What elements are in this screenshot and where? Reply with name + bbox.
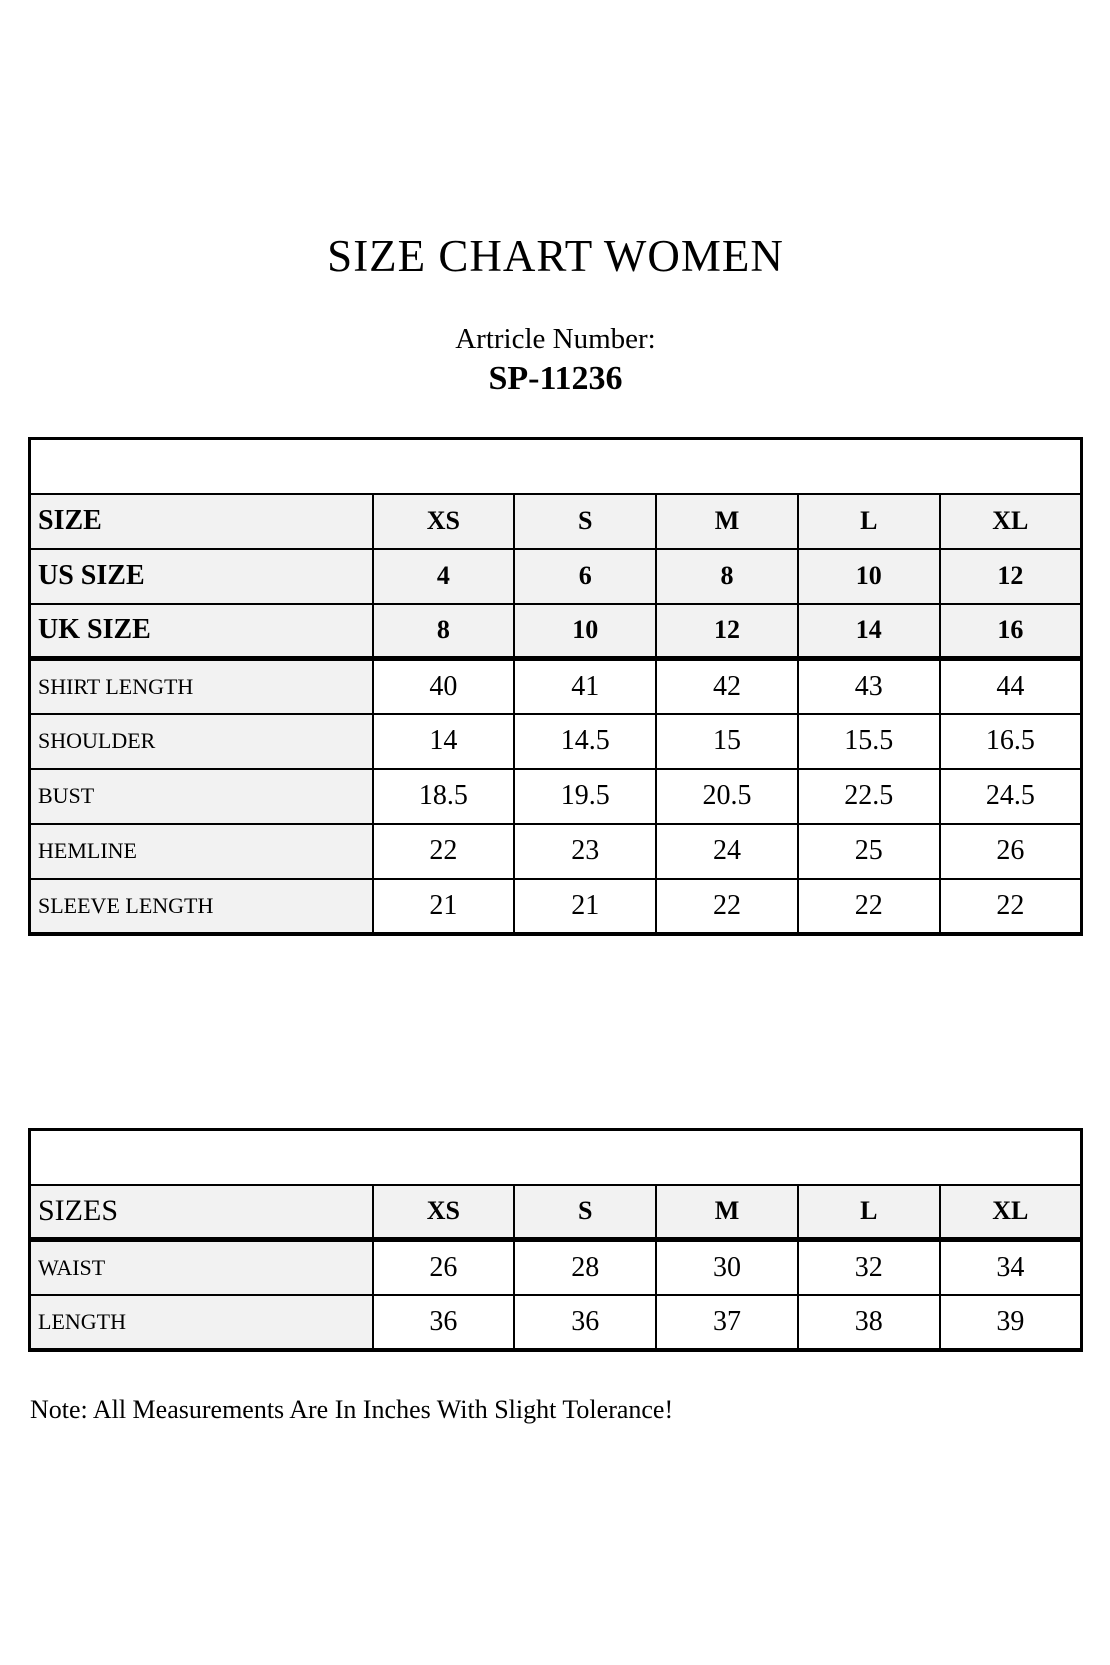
- value-cell: 26: [940, 824, 1082, 879]
- column-header: M: [656, 1185, 798, 1240]
- value-cell: 8: [373, 604, 515, 659]
- value-cell: 22: [940, 879, 1082, 934]
- value-cell: 15.5: [798, 714, 940, 769]
- value-cell: 4: [373, 549, 515, 604]
- value-cell: 39: [940, 1295, 1082, 1350]
- value-cell: 14: [373, 714, 515, 769]
- shirt-header-row: [30, 494, 1082, 549]
- value-cell: 22.5: [798, 769, 940, 824]
- column-header: XL: [940, 494, 1082, 549]
- page-title: SIZE CHART WOMEN: [327, 231, 784, 281]
- row-label-cell: SHIRT LENGTH: [30, 659, 373, 714]
- value-cell: 20.5: [656, 769, 798, 824]
- value-cell: 37: [656, 1295, 798, 1350]
- column-header: S: [514, 1185, 656, 1240]
- column-header: L: [798, 494, 940, 549]
- note-text: Note: All Measurements Are In Inches With Slight Tolerance!: [30, 1395, 674, 1424]
- value-cell: 18.5: [373, 769, 515, 824]
- value-cell: 30: [656, 1240, 798, 1295]
- shirt-table-title: SHIRT: [30, 439, 1082, 494]
- table-row-length: [30, 1295, 1082, 1350]
- value-cell: 32: [798, 1240, 940, 1295]
- table-row-shoulder: [30, 714, 1082, 769]
- table-row-waist: [30, 1240, 1082, 1295]
- row-label-cell: UK SIZE: [30, 604, 373, 659]
- value-cell: 16.5: [940, 714, 1082, 769]
- table-row-hemline: [30, 824, 1082, 879]
- row-label-cell: LENGTH: [30, 1295, 373, 1350]
- column-header: M: [656, 494, 798, 549]
- column-header: L: [798, 1185, 940, 1240]
- value-cell: 38: [798, 1295, 940, 1350]
- row-label-cell: US SIZE: [30, 549, 373, 604]
- column-header: S: [514, 494, 656, 549]
- value-cell: 34: [940, 1240, 1082, 1295]
- value-cell: 23: [514, 824, 656, 879]
- trouser-banner-row: [30, 1130, 1082, 1185]
- value-cell: 10: [514, 604, 656, 659]
- trouser-size-table: [28, 1128, 1083, 1352]
- value-cell: 43: [798, 659, 940, 714]
- trouser-header-row: [30, 1185, 1082, 1240]
- value-cell: 22: [798, 879, 940, 934]
- value-cell: 24.5: [940, 769, 1082, 824]
- value-cell: 22: [373, 824, 515, 879]
- column-header: XL: [940, 1185, 1082, 1240]
- value-cell: 26: [373, 1240, 515, 1295]
- value-cell: 19.5: [514, 769, 656, 824]
- row-label-cell: WAIST: [30, 1240, 373, 1295]
- table-row-bust: [30, 769, 1082, 824]
- value-cell: 8: [656, 549, 798, 604]
- row-label-cell: HEMLINE: [30, 824, 373, 879]
- value-cell: 14.5: [514, 714, 656, 769]
- value-cell: 12: [940, 549, 1082, 604]
- value-cell: 14: [798, 604, 940, 659]
- value-cell: 16: [940, 604, 1082, 659]
- value-cell: 41: [514, 659, 656, 714]
- value-cell: 42: [656, 659, 798, 714]
- shirt-size-table: [28, 437, 1083, 936]
- value-cell: 24: [656, 824, 798, 879]
- row-label-cell: BUST: [30, 769, 373, 824]
- value-cell: 21: [373, 879, 515, 934]
- column-header: XS: [373, 494, 515, 549]
- article-number-value: SP-11236: [488, 360, 623, 397]
- value-cell: 12: [656, 604, 798, 659]
- row-label-cell: SIZES: [30, 1185, 373, 1240]
- value-cell: 22: [656, 879, 798, 934]
- value-cell: 44: [940, 659, 1082, 714]
- table-row-uk-size: [30, 604, 1082, 659]
- table-row-us-size: [30, 549, 1082, 604]
- value-cell: 36: [514, 1295, 656, 1350]
- value-cell: 6: [514, 549, 656, 604]
- value-cell: 40: [373, 659, 515, 714]
- table-row-sleeve-length: [30, 879, 1082, 934]
- article-number-label: Artricle Number:: [455, 323, 656, 355]
- value-cell: 21: [514, 879, 656, 934]
- trouser-table-title: TROUSER: [30, 1130, 1082, 1185]
- table-row-shirt-length: [30, 659, 1082, 714]
- row-label-cell: SHOULDER: [30, 714, 373, 769]
- value-cell: 15: [656, 714, 798, 769]
- row-label-cell: SLEEVE LENGTH: [30, 879, 373, 934]
- value-cell: 28: [514, 1240, 656, 1295]
- column-header: XS: [373, 1185, 515, 1240]
- value-cell: 25: [798, 824, 940, 879]
- shirt-banner-row: [30, 439, 1082, 494]
- value-cell: 36: [373, 1295, 515, 1350]
- row-label-cell: SIZE: [30, 494, 373, 549]
- value-cell: 10: [798, 549, 940, 604]
